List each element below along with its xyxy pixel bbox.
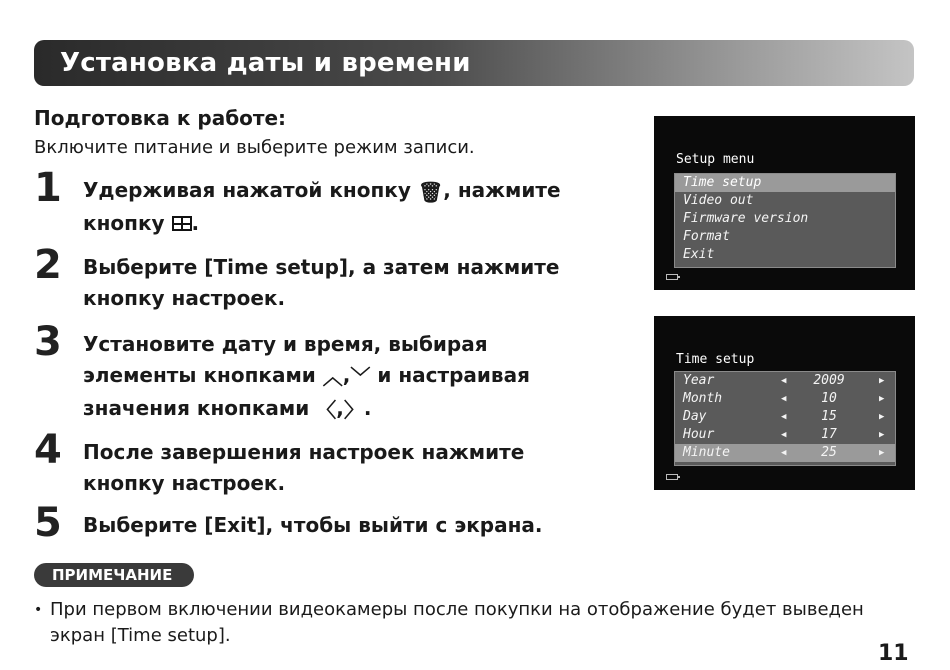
right-arrow-icon: ▶	[879, 376, 885, 386]
down-arrow-icon: ﹀	[350, 365, 371, 389]
step-text: Установите дату и время, выбирая элементы кнопками ︿,﹀ и настраивая значения кнопками 〈,〉.	[83, 329, 614, 426]
step-text: Выберите [Exit], чтобы выйти с экрана.	[83, 513, 543, 537]
step-number: 2	[34, 242, 62, 288]
step-text: После завершения настроек нажмите кнопку настроек.	[83, 440, 525, 495]
note-text: • При первом включении видеокамеры после покупки на отображение будет выведен экран [Time setup].	[34, 599, 864, 646]
right-arrow-icon: 〉	[343, 398, 364, 422]
right-arrow-icon: ▶	[879, 448, 885, 458]
right-arrow-icon: ▶	[879, 412, 885, 422]
bullet-icon: •	[34, 602, 43, 618]
right-arrow-icon: ▶	[879, 430, 885, 440]
time-row-year: Year ◀ 2009 ▶	[683, 373, 885, 388]
section-title: Установка даты и времени	[34, 40, 914, 86]
step-number: 5	[34, 500, 62, 546]
note-label: ПРИМЕЧАНИЕ	[34, 563, 194, 587]
menu-item-exit: Exit	[683, 247, 715, 262]
up-arrow-icon: ︿	[322, 365, 343, 389]
time-row-hour: Hour ◀ 17 ▶	[683, 427, 885, 442]
step-text: Выберите [Time setup], а затем нажмите кнопку настроек.	[83, 255, 560, 310]
step-number: 4	[34, 427, 62, 473]
prep-text: Включите питание и выберите режим записи.	[34, 137, 475, 158]
step-1	[34, 165, 614, 239]
time-setup-screen	[654, 316, 915, 490]
index-screen-icon	[172, 216, 192, 231]
time-setup-list	[674, 371, 896, 466]
right-arrow-icon: ▶	[879, 394, 885, 404]
screen-title: Time setup	[676, 352, 755, 367]
left-arrow-icon: ◀	[781, 430, 787, 440]
left-arrow-icon: ◀	[781, 394, 787, 404]
time-row-month: Month ◀ 10 ▶	[683, 391, 885, 406]
menu-item-format: Format	[683, 229, 730, 244]
step-2	[34, 242, 614, 314]
time-row-minute: Minute ◀ 25 ▶	[675, 444, 895, 462]
menu-item-firmware-version: Firmware version	[683, 211, 809, 226]
step-3	[34, 319, 614, 426]
trash-icon: 🗑	[417, 180, 444, 204]
menu-item-time-setup: Time setup	[675, 174, 895, 192]
step-5	[34, 500, 614, 546]
setup-menu-screen	[654, 116, 915, 290]
page-number: 11	[878, 641, 909, 666]
screen-title: Setup menu	[676, 152, 755, 167]
step-number: 1	[34, 165, 62, 211]
menu-item-video-out: Video out	[683, 193, 754, 208]
prep-heading: Подготовка к работе:	[34, 106, 287, 130]
step-text: Удерживая нажатой кнопку 🗑, нажмите кнопку .	[83, 178, 561, 235]
left-arrow-icon: 〈	[316, 398, 337, 422]
left-arrow-icon: ◀	[781, 376, 787, 386]
setup-menu-list	[674, 173, 896, 268]
step-4	[34, 427, 614, 499]
left-arrow-icon: ◀	[781, 448, 787, 458]
step-number: 3	[34, 319, 62, 365]
left-arrow-icon: ◀	[781, 412, 787, 422]
battery-icon	[666, 474, 678, 480]
battery-icon	[666, 274, 678, 280]
time-row-day: Day ◀ 15 ▶	[683, 409, 885, 424]
